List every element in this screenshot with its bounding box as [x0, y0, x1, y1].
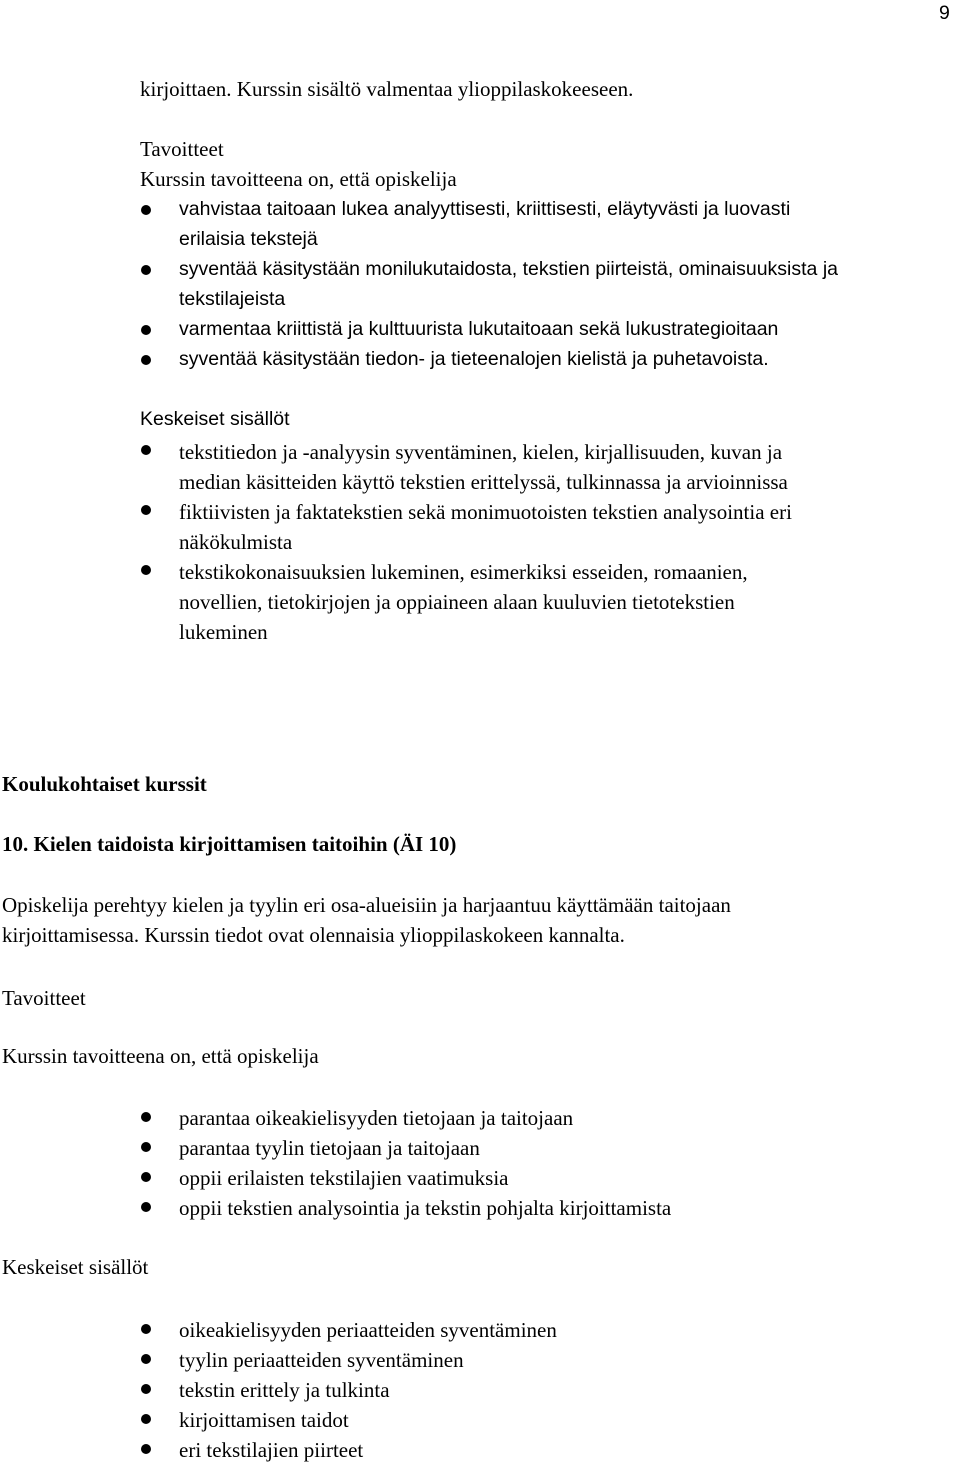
- bullet-icon: [141, 1354, 151, 1364]
- bullet-icon: [141, 445, 151, 455]
- bullet-icon: [141, 325, 151, 335]
- goal-item-2-line-2: tekstilajeista: [179, 288, 286, 310]
- bullet-icon: [141, 1444, 151, 1454]
- bullet-icon: [141, 1384, 151, 1394]
- content-item-3-line-1: tekstikokonaisuuksien lukeminen, esimerkiksi esseiden, romaanien,: [179, 560, 748, 584]
- bullet-icon: [141, 355, 151, 365]
- intro-line: kirjoittaen. Kurssin sisältö valmentaa ylioppilaskokeeseen.: [140, 77, 634, 101]
- course-content-item: kirjoittamisen taidot: [179, 1408, 349, 1432]
- course-goal-item: oppii tekstien analysointia ja tekstin pohjalta kirjoittamista: [179, 1196, 672, 1220]
- bullet-icon: [141, 1112, 151, 1122]
- bullet-icon: [141, 205, 151, 215]
- goals-intro: Kurssin tavoitteena on, että opiskelija: [140, 167, 457, 191]
- course-title: 10. Kielen taidoista kirjoittamisen taitoihin (ÄI 10): [2, 832, 457, 856]
- goal-item-3: varmentaa kriittistä ja kulttuurista lukutaitoaan sekä lukustrategioitaan: [179, 318, 779, 340]
- goals-heading: Tavoitteet: [140, 137, 224, 161]
- course-content-item: oikeakielisyyden periaatteiden syventäminen: [179, 1318, 557, 1342]
- course-content-heading: Keskeiset sisällöt: [2, 1255, 149, 1279]
- content-item-1-line-2: median käsitteiden käyttö tekstien erittelyssä, tulkinnassa ja arvioinnissa: [179, 470, 788, 494]
- content-heading: Keskeiset sisällöt: [140, 408, 290, 430]
- bullet-icon: [141, 1202, 151, 1212]
- bullet-icon: [141, 505, 151, 515]
- content-item-2-line-1: fiktiivisten ja faktatekstien sekä monimuotoisten tekstien analysointia eri: [179, 500, 792, 524]
- bullet-icon: [141, 1172, 151, 1182]
- bullet-icon: [141, 1324, 151, 1334]
- goal-item-4: syventää käsitystään tiedon- ja tieteenalojen kielistä ja puhetavoista.: [179, 348, 769, 370]
- course-goals-intro: Kurssin tavoitteena on, että opiskelija: [2, 1044, 319, 1068]
- page-number: 9: [939, 2, 950, 24]
- bullet-icon: [141, 1414, 151, 1424]
- bullet-icon: [141, 565, 151, 575]
- school-courses-heading: Koulukohtaiset kurssit: [2, 772, 207, 796]
- course-desc-line-1: Opiskelija perehtyy kielen ja tyylin eri osa-alueisiin ja harjaantuu käyttämään taitojaan: [2, 893, 731, 917]
- content-item-3-line-3: lukeminen: [179, 620, 268, 644]
- course-desc-line-2: kirjoittamisessa. Kurssin tiedot ovat olennaisia ylioppilaskokeen kannalta.: [2, 923, 625, 947]
- goal-item-2-line-1: syventää käsitystään monilukutaidosta, tekstien piirteistä, ominaisuuksista ja: [179, 258, 838, 280]
- course-content-item: tekstin erittely ja tulkinta: [179, 1378, 390, 1402]
- bullet-icon: [141, 265, 151, 275]
- course-content-item: eri tekstilajien piirteet: [179, 1438, 364, 1462]
- course-goals-heading: Tavoitteet: [2, 986, 86, 1010]
- content-item-2-line-2: näkökulmista: [179, 530, 293, 554]
- content-item-3-line-2: novellien, tietokirjojen ja oppiaineen alaan kuuluvien tietotekstien: [179, 590, 735, 614]
- course-goal-item: parantaa tyylin tietojaan ja taitojaan: [179, 1136, 480, 1160]
- course-goal-item: oppii erilaisten tekstilajien vaatimuksia: [179, 1166, 509, 1190]
- goal-item-1-line-2: erilaisia tekstejä: [179, 228, 318, 250]
- course-goal-item: parantaa oikeakielisyyden tietojaan ja taitojaan: [179, 1106, 574, 1130]
- bullet-icon: [141, 1142, 151, 1152]
- content-item-1-line-1: tekstitiedon ja -analyysin syventäminen, kielen, kirjallisuuden, kuvan ja: [179, 440, 783, 464]
- goal-item-1-line-1: vahvistaa taitoaan lukea analyyttisesti, kriittisesti, eläytyvästi ja luovasti: [179, 198, 791, 220]
- course-content-item: tyylin periaatteiden syventäminen: [179, 1348, 464, 1372]
